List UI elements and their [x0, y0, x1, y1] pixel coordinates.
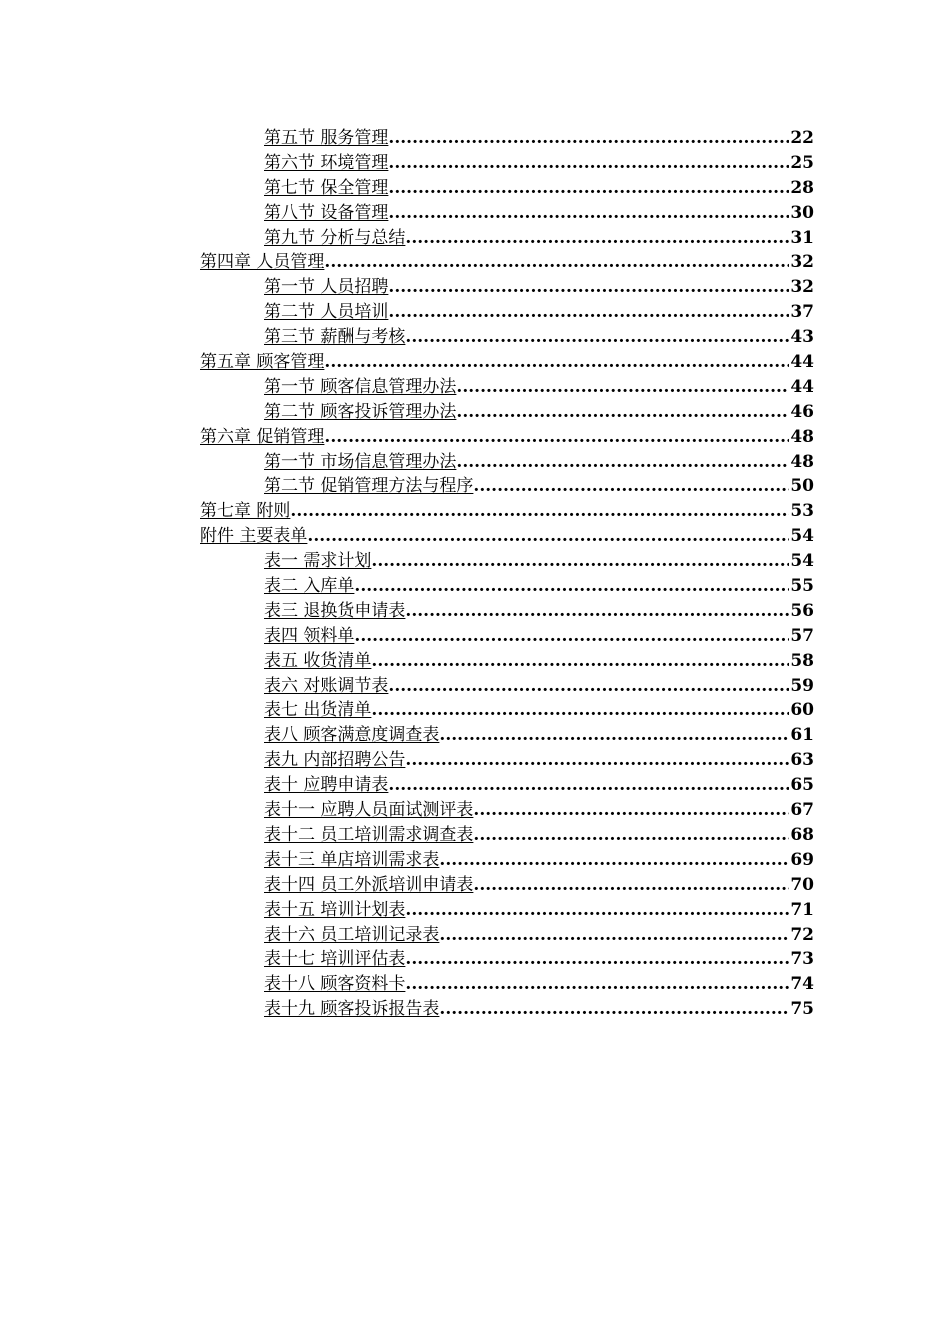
toc-page-number: 54 [790, 526, 814, 547]
toc-chapter-entry[interactable] [200, 524, 814, 549]
toc-dot-leader [456, 400, 789, 425]
toc-page-number: 48 [790, 426, 814, 447]
toc-entry-title[interactable]: 表十三 单店培训需求表 [264, 849, 440, 870]
toc-page-number: 30 [790, 202, 814, 223]
toc-page-number: 71 [790, 899, 814, 920]
toc-dot-leader [405, 748, 789, 773]
toc-page-number: 59 [790, 675, 814, 696]
toc-section-entry[interactable] [264, 574, 814, 599]
toc-section-entry[interactable] [264, 873, 814, 898]
toc-entry-title[interactable]: 表十五 培训计划表 [264, 899, 406, 920]
toc-section-entry[interactable] [264, 848, 814, 873]
toc-entry-title[interactable]: 第五章 顾客管理 [200, 352, 325, 373]
toc-entry-title[interactable]: 第六章 促销管理 [200, 426, 325, 447]
toc-section-entry[interactable] [264, 723, 814, 748]
toc-chapter-entry[interactable] [200, 499, 814, 524]
toc-page-number: 32 [790, 277, 814, 298]
toc-dot-leader [388, 300, 789, 325]
toc-dot-leader [456, 375, 789, 400]
toc-page-number: 57 [790, 625, 814, 646]
toc-dot-leader [439, 923, 789, 948]
toc-dot-leader [405, 972, 789, 997]
toc-dot-leader [473, 873, 789, 898]
toc-entry-title[interactable]: 表十 应聘申请表 [264, 775, 389, 796]
toc-page-number: 48 [790, 451, 814, 472]
toc-dot-leader [388, 773, 789, 798]
toc-page-number: 75 [790, 999, 814, 1020]
toc-entry-title[interactable]: 表十六 员工培训记录表 [264, 924, 440, 945]
toc-entry-title[interactable]: 第二节 顾客投诉管理办法 [264, 401, 457, 422]
toc-page-number: 61 [790, 725, 814, 746]
toc-section-entry[interactable] [264, 823, 814, 848]
toc-entry-title[interactable]: 第三节 薪酬与考核 [264, 327, 406, 348]
toc-page-number: 46 [790, 401, 814, 422]
toc-section-entry[interactable] [264, 624, 814, 649]
toc-dot-leader [473, 474, 789, 499]
toc-entry-title[interactable]: 第四章 人员管理 [200, 252, 325, 273]
toc-page-number: 74 [790, 974, 814, 995]
toc-chapter-entry[interactable] [200, 250, 814, 275]
toc-section-entry[interactable] [264, 599, 814, 624]
toc-page-number: 65 [790, 775, 814, 796]
toc-entry-title[interactable]: 表十四 员工外派培训申请表 [264, 874, 474, 895]
toc-section-entry[interactable] [264, 201, 814, 226]
toc-page-number: 53 [790, 501, 814, 522]
toc-section-entry[interactable] [264, 300, 814, 325]
table-of-contents [0, 126, 950, 1022]
toc-entry-title[interactable]: 表六 对账调节表 [264, 675, 389, 696]
toc-page-number: 43 [790, 327, 814, 348]
toc-section-entry[interactable] [264, 275, 814, 300]
toc-page-number: 55 [790, 576, 814, 597]
toc-section-entry[interactable] [264, 674, 814, 699]
toc-entry-title[interactable]: 表四 领料单 [264, 625, 355, 646]
toc-page-number: 37 [790, 302, 814, 323]
toc-entry-title[interactable]: 第一节 人员招聘 [264, 277, 389, 298]
toc-dot-leader [371, 549, 789, 574]
toc-dot-leader [371, 649, 789, 674]
toc-page-number: 72 [790, 924, 814, 945]
toc-entry-title[interactable]: 第七节 保全管理 [264, 177, 389, 198]
toc-dot-leader [290, 499, 789, 524]
toc-entry-title[interactable]: 表二 入库单 [264, 576, 355, 597]
toc-section-entry[interactable] [264, 649, 814, 674]
toc-page-number: 69 [790, 849, 814, 870]
toc-page-number: 25 [790, 152, 814, 173]
toc-entry-title[interactable]: 表七 出货清单 [264, 700, 372, 721]
toc-section-entry[interactable] [264, 375, 814, 400]
toc-section-entry[interactable] [264, 947, 814, 972]
toc-page-number: 28 [790, 177, 814, 198]
toc-entry-title[interactable]: 第二节 促销管理方法与程序 [264, 476, 474, 497]
toc-dot-leader [388, 151, 789, 176]
toc-page-number: 58 [790, 650, 814, 671]
toc-entry-title[interactable]: 第六节 环境管理 [264, 152, 389, 173]
toc-page-number: 68 [790, 824, 814, 845]
toc-section-entry[interactable] [264, 698, 814, 723]
toc-page-number: 67 [790, 800, 814, 821]
toc-entry-title[interactable]: 第一节 市场信息管理办法 [264, 451, 457, 472]
toc-entry-title[interactable]: 表八 顾客满意度调查表 [264, 725, 440, 746]
toc-dot-leader [405, 226, 789, 251]
toc-section-entry[interactable] [264, 898, 814, 923]
toc-section-entry[interactable] [264, 450, 814, 475]
toc-entry-title[interactable]: 表三 退换货申请表 [264, 600, 406, 621]
toc-page-number: 32 [790, 252, 814, 273]
toc-dot-leader [307, 524, 789, 549]
toc-section-entry[interactable] [264, 798, 814, 823]
toc-dot-leader [388, 201, 789, 226]
toc-entry-title[interactable]: 第九节 分析与总结 [264, 227, 406, 248]
toc-section-entry[interactable] [264, 176, 814, 201]
toc-page-number: 54 [790, 551, 814, 572]
toc-section-entry[interactable] [264, 972, 814, 997]
toc-section-entry[interactable] [264, 400, 814, 425]
toc-entry-title[interactable]: 表十七 培训评估表 [264, 949, 406, 970]
toc-dot-leader [354, 624, 789, 649]
toc-dot-leader [439, 997, 789, 1022]
toc-section-entry[interactable] [264, 151, 814, 176]
toc-dot-leader [405, 599, 789, 624]
toc-page-number: 50 [790, 476, 814, 497]
toc-page-number: 44 [790, 376, 814, 397]
toc-page-number: 60 [790, 700, 814, 721]
toc-section-entry[interactable] [264, 226, 814, 251]
toc-dot-leader [456, 450, 789, 475]
toc-section-entry[interactable] [264, 549, 814, 574]
toc-dot-leader [324, 425, 789, 450]
toc-dot-leader [388, 126, 789, 151]
toc-entry-title[interactable]: 表十一 应聘人员面试测评表 [264, 800, 474, 821]
toc-entry-title[interactable]: 第五节 服务管理 [264, 128, 389, 148]
toc-dot-leader [439, 723, 789, 748]
toc-dot-leader [473, 798, 789, 823]
toc-entry-title[interactable]: 表九 内部招聘公告 [264, 750, 406, 771]
toc-entry-title[interactable]: 第七章 附则 [200, 501, 291, 522]
toc-entry-title[interactable]: 表十九 顾客投诉报告表 [264, 999, 440, 1020]
toc-dot-leader [324, 250, 789, 275]
toc-dot-leader [388, 674, 789, 699]
toc-entry-title[interactable]: 第八节 设备管理 [264, 202, 389, 223]
toc-section-entry[interactable] [264, 126, 814, 151]
toc-dot-leader [473, 823, 789, 848]
toc-page-number: 70 [790, 874, 814, 895]
toc-chapter-entry[interactable] [200, 425, 814, 450]
toc-dot-leader [405, 947, 789, 972]
toc-entry-title[interactable]: 第二节 人员培训 [264, 302, 389, 323]
toc-entry-title[interactable]: 表十二 员工培训需求调查表 [264, 824, 474, 845]
toc-section-entry[interactable] [264, 773, 814, 798]
toc-dot-leader [388, 176, 789, 201]
toc-dot-leader [388, 275, 789, 300]
toc-dot-leader [439, 848, 789, 873]
toc-page-number: 73 [790, 949, 814, 970]
toc-section-entry[interactable] [264, 923, 814, 948]
toc-entry-title[interactable]: 第一节 顾客信息管理办法 [264, 376, 457, 397]
toc-page-number: 63 [790, 750, 814, 771]
toc-dot-leader [405, 898, 789, 923]
toc-dot-leader [405, 325, 789, 350]
toc-page-number: 44 [790, 352, 814, 373]
toc-entry-title[interactable]: 附件 主要表单 [200, 526, 308, 547]
toc-entry-title[interactable]: 表一 需求计划 [264, 551, 372, 572]
toc-section-entry[interactable] [264, 325, 814, 350]
toc-dot-leader [324, 350, 789, 375]
toc-entry-title[interactable]: 表十八 顾客资料卡 [264, 974, 406, 995]
toc-dot-leader [371, 698, 789, 723]
toc-page-number: 31 [790, 227, 814, 248]
toc-page-number: 56 [790, 600, 814, 621]
toc-dot-leader [354, 574, 789, 599]
toc-chapter-entry[interactable] [200, 350, 814, 375]
toc-section-entry[interactable] [264, 748, 814, 773]
toc-page-number: 22 [790, 128, 814, 148]
toc-section-entry[interactable] [264, 997, 814, 1022]
toc-entry-title[interactable]: 表五 收货清单 [264, 650, 372, 671]
toc-section-entry[interactable] [264, 474, 814, 499]
